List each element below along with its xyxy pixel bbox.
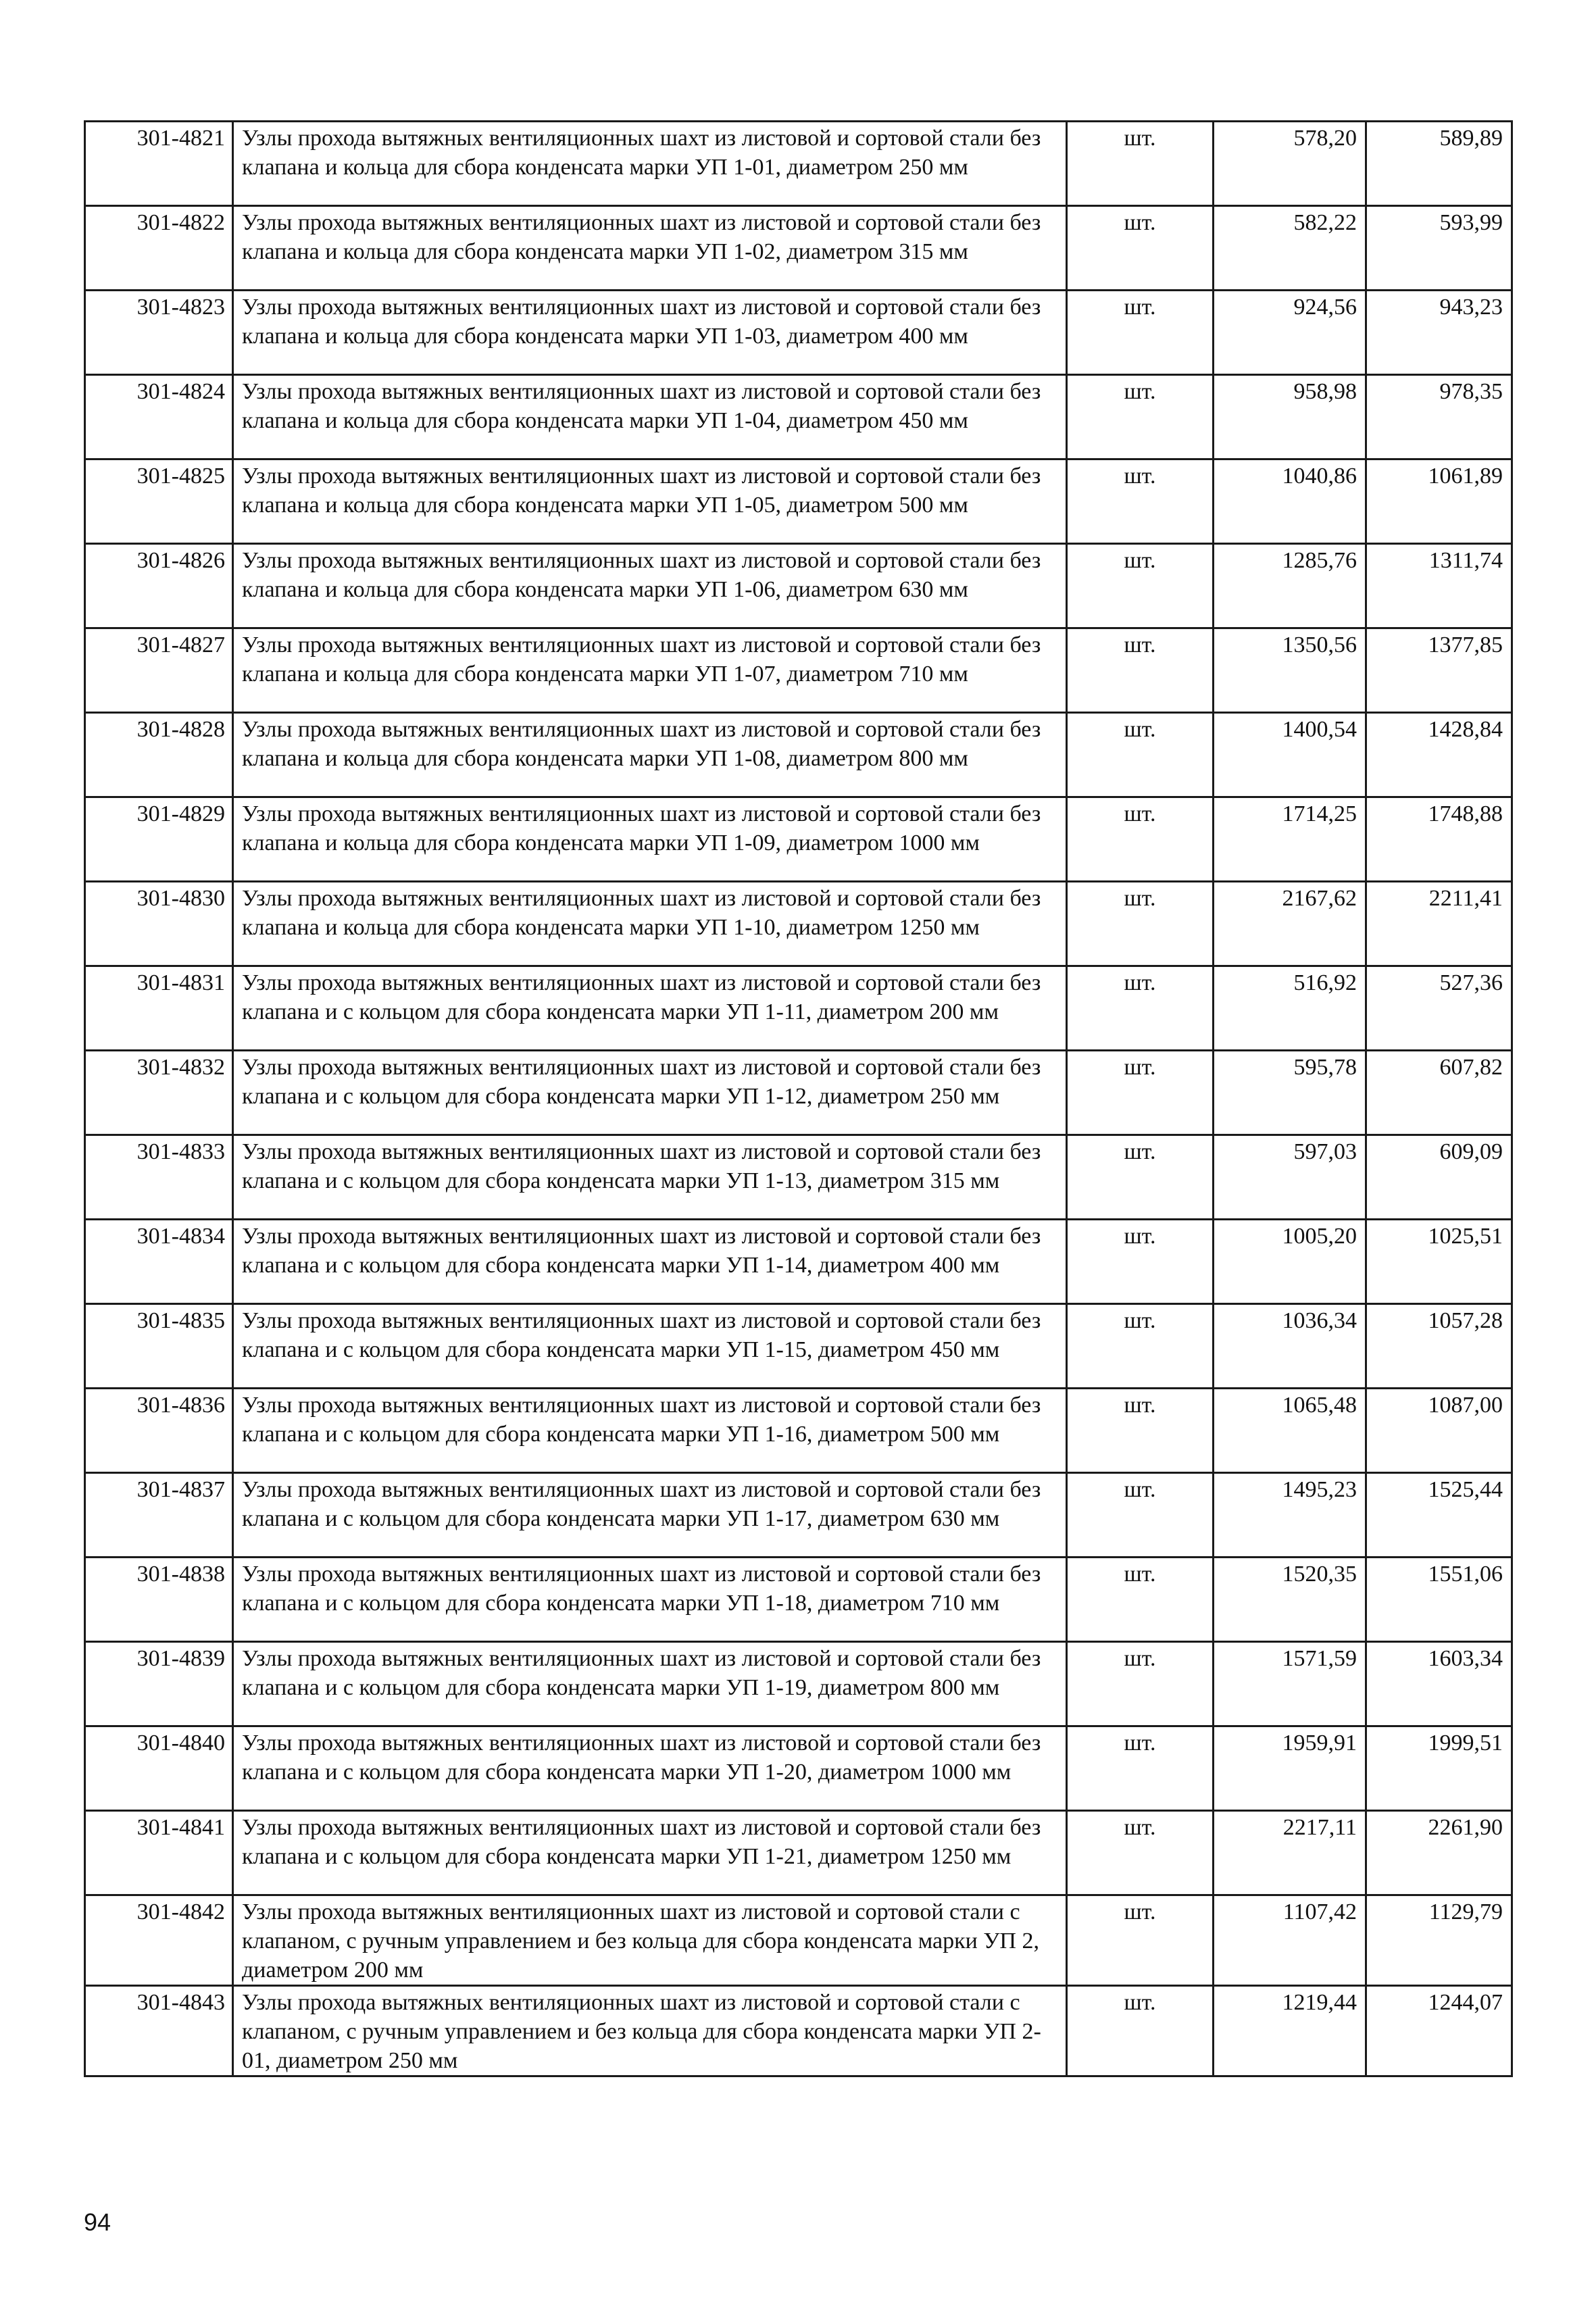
table-row: [85, 1642, 1512, 1726]
item-code: 301-4839: [85, 1642, 233, 1726]
table-row: [85, 1473, 1512, 1558]
item-unit: шт.: [1067, 713, 1214, 797]
item-price-2: 2211,41: [1366, 882, 1512, 966]
table-row: [85, 375, 1512, 459]
item-description: Узлы прохода вытяжных вентиляционных шахт из листовой и сортовой стали без клапана и кольца для сбора конденсата марки УП 1-05, диаметром 500 мм: [233, 459, 1067, 544]
price-table: [84, 120, 1513, 2077]
item-description: Узлы прохода вытяжных вентиляционных шахт из листовой и сортовой стали без клапана и с кольцом для сбора конденсата марки УП 1-21, диаметром 1250 мм: [233, 1811, 1067, 1895]
table-row: [85, 628, 1512, 713]
item-price-2: 1057,28: [1366, 1304, 1512, 1389]
item-code: 301-4833: [85, 1135, 233, 1220]
table-row: [85, 122, 1512, 206]
item-code: 301-4828: [85, 713, 233, 797]
item-code: 301-4834: [85, 1220, 233, 1304]
table-row: [85, 1558, 1512, 1642]
item-price-2: 1377,85: [1366, 628, 1512, 713]
item-description: Узлы прохода вытяжных вентиляционных шахт из листовой и сортовой стали без клапана и с кольцом для сбора конденсата марки УП 1-11, диаметром 200 мм: [233, 966, 1067, 1051]
item-price-1: 1400,54: [1214, 713, 1366, 797]
item-price-1: 516,92: [1214, 966, 1366, 1051]
item-code: 301-4836: [85, 1389, 233, 1473]
item-price-1: 1714,25: [1214, 797, 1366, 882]
item-code: 301-4835: [85, 1304, 233, 1389]
item-code: 301-4823: [85, 291, 233, 375]
table-row: [85, 1135, 1512, 1220]
item-price-2: 609,09: [1366, 1135, 1512, 1220]
item-price-1: 2167,62: [1214, 882, 1366, 966]
item-code: 301-4841: [85, 1811, 233, 1895]
item-code: 301-4832: [85, 1051, 233, 1135]
table-row: [85, 1811, 1512, 1895]
item-price-1: 2217,11: [1214, 1811, 1366, 1895]
item-price-2: 589,89: [1366, 122, 1512, 206]
item-description: Узлы прохода вытяжных вентиляционных шахт из листовой и сортовой стали без клапана и с кольцом для сбора конденсата марки УП 1-19, диаметром 800 мм: [233, 1642, 1067, 1726]
item-code: 301-4830: [85, 882, 233, 966]
item-price-1: 1959,91: [1214, 1726, 1366, 1811]
item-price-2: 1428,84: [1366, 713, 1512, 797]
item-description: Узлы прохода вытяжных вентиляционных шахт из листовой и сортовой стали без клапана и кольца для сбора конденсата марки УП 1-09, диаметром 1000 мм: [233, 797, 1067, 882]
item-price-2: 1748,88: [1366, 797, 1512, 882]
item-unit: шт.: [1067, 1726, 1214, 1811]
item-description: Узлы прохода вытяжных вентиляционных шахт из листовой и сортовой стали без клапана и кольца для сбора конденсата марки УП 1-01, диаметром 250 мм: [233, 122, 1067, 206]
item-price-1: 595,78: [1214, 1051, 1366, 1135]
item-description: Узлы прохода вытяжных вентиляционных шахт из листовой и сортовой стали с клапаном, с ручным управлением и без кольца для сбора конденсата марки УП 2-01, диаметром 250 мм: [233, 1986, 1067, 2076]
item-description: Узлы прохода вытяжных вентиляционных шахт из листовой и сортовой стали без клапана и кольца для сбора конденсата марки УП 1-10, диаметром 1250 мм: [233, 882, 1067, 966]
item-description: Узлы прохода вытяжных вентиляционных шахт из листовой и сортовой стали без клапана и с кольцом для сбора конденсата марки УП 1-17, диаметром 630 мм: [233, 1473, 1067, 1558]
table-row: [85, 1895, 1512, 1986]
item-price-1: 1520,35: [1214, 1558, 1366, 1642]
item-price-2: 1087,00: [1366, 1389, 1512, 1473]
item-price-2: 1129,79: [1366, 1895, 1512, 1986]
item-price-1: 1065,48: [1214, 1389, 1366, 1473]
item-price-1: 1036,34: [1214, 1304, 1366, 1389]
item-unit: шт.: [1067, 1051, 1214, 1135]
item-price-2: 943,23: [1366, 291, 1512, 375]
table-row: [85, 966, 1512, 1051]
table-row: [85, 291, 1512, 375]
table-row: [85, 544, 1512, 628]
item-price-2: 1061,89: [1366, 459, 1512, 544]
item-price-2: 1603,34: [1366, 1642, 1512, 1726]
page-number: 94: [84, 2208, 111, 2236]
item-price-2: 607,82: [1366, 1051, 1512, 1135]
item-description: Узлы прохода вытяжных вентиляционных шахт из листовой и сортовой стали без клапана и с кольцом для сбора конденсата марки УП 1-13, диаметром 315 мм: [233, 1135, 1067, 1220]
item-unit: шт.: [1067, 1986, 1214, 2076]
item-unit: шт.: [1067, 122, 1214, 206]
item-unit: шт.: [1067, 1811, 1214, 1895]
item-description: Узлы прохода вытяжных вентиляционных шахт из листовой и сортовой стали с клапаном, с ручным управлением и без кольца для сбора конденсата марки УП 2, диаметром 200 мм: [233, 1895, 1067, 1986]
item-description: Узлы прохода вытяжных вентиляционных шахт из листовой и сортовой стали без клапана и кольца для сбора конденсата марки УП 1-02, диаметром 315 мм: [233, 206, 1067, 291]
item-unit: шт.: [1067, 1642, 1214, 1726]
item-code: 301-4831: [85, 966, 233, 1051]
item-description: Узлы прохода вытяжных вентиляционных шахт из листовой и сортовой стали без клапана и с кольцом для сбора конденсата марки УП 1-20, диаметром 1000 мм: [233, 1726, 1067, 1811]
item-unit: шт.: [1067, 206, 1214, 291]
item-description: Узлы прохода вытяжных вентиляционных шахт из листовой и сортовой стали без клапана и кольца для сбора конденсата марки УП 1-08, диаметром 800 мм: [233, 713, 1067, 797]
item-price-1: 1285,76: [1214, 544, 1366, 628]
item-description: Узлы прохода вытяжных вентиляционных шахт из листовой и сортовой стали без клапана и с кольцом для сбора конденсата марки УП 1-16, диаметром 500 мм: [233, 1389, 1067, 1473]
item-code: 301-4843: [85, 1986, 233, 2076]
item-unit: шт.: [1067, 1389, 1214, 1473]
table-row: [85, 1986, 1512, 2076]
table-body: [85, 122, 1512, 2076]
item-price-1: 1040,86: [1214, 459, 1366, 544]
item-price-2: 527,36: [1366, 966, 1512, 1051]
item-code: 301-4838: [85, 1558, 233, 1642]
item-description: Узлы прохода вытяжных вентиляционных шахт из листовой и сортовой стали без клапана и с кольцом для сбора конденсата марки УП 1-12, диаметром 250 мм: [233, 1051, 1067, 1135]
item-code: 301-4842: [85, 1895, 233, 1986]
item-description: Узлы прохода вытяжных вентиляционных шахт из листовой и сортовой стали без клапана и кольца для сбора конденсата марки УП 1-06, диаметром 630 мм: [233, 544, 1067, 628]
item-price-2: 1525,44: [1366, 1473, 1512, 1558]
item-price-1: 1219,44: [1214, 1986, 1366, 2076]
item-price-1: 1005,20: [1214, 1220, 1366, 1304]
table-row: [85, 1051, 1512, 1135]
item-unit: шт.: [1067, 966, 1214, 1051]
item-code: 301-4840: [85, 1726, 233, 1811]
item-price-2: 1311,74: [1366, 544, 1512, 628]
table-row: [85, 713, 1512, 797]
item-price-1: 597,03: [1214, 1135, 1366, 1220]
item-unit: шт.: [1067, 544, 1214, 628]
item-unit: шт.: [1067, 797, 1214, 882]
item-unit: шт.: [1067, 882, 1214, 966]
item-price-1: 924,56: [1214, 291, 1366, 375]
item-code: 301-4837: [85, 1473, 233, 1558]
item-unit: шт.: [1067, 1558, 1214, 1642]
table-row: [85, 1304, 1512, 1389]
item-unit: шт.: [1067, 459, 1214, 544]
item-unit: шт.: [1067, 628, 1214, 713]
item-price-1: 1571,59: [1214, 1642, 1366, 1726]
item-description: Узлы прохода вытяжных вентиляционных шахт из листовой и сортовой стали без клапана и кольца для сбора конденсата марки УП 1-07, диаметром 710 мм: [233, 628, 1067, 713]
item-price-2: 593,99: [1366, 206, 1512, 291]
item-price-2: 1244,07: [1366, 1986, 1512, 2076]
item-unit: шт.: [1067, 1135, 1214, 1220]
item-description: Узлы прохода вытяжных вентиляционных шахт из листовой и сортовой стали без клапана и с кольцом для сбора конденсата марки УП 1-18, диаметром 710 мм: [233, 1558, 1067, 1642]
item-price-1: 1350,56: [1214, 628, 1366, 713]
item-unit: шт.: [1067, 1473, 1214, 1558]
item-description: Узлы прохода вытяжных вентиляционных шахт из листовой и сортовой стали без клапана и с кольцом для сбора конденсата марки УП 1-14, диаметром 400 мм: [233, 1220, 1067, 1304]
item-code: 301-4822: [85, 206, 233, 291]
item-code: 301-4824: [85, 375, 233, 459]
item-code: 301-4826: [85, 544, 233, 628]
item-code: 301-4825: [85, 459, 233, 544]
item-price-2: 1025,51: [1366, 1220, 1512, 1304]
item-price-2: 1551,06: [1366, 1558, 1512, 1642]
table-row: [85, 459, 1512, 544]
item-price-1: 578,20: [1214, 122, 1366, 206]
item-description: Узлы прохода вытяжных вентиляционных шахт из листовой и сортовой стали без клапана и кольца для сбора конденсата марки УП 1-04, диаметром 450 мм: [233, 375, 1067, 459]
table-row: [85, 882, 1512, 966]
item-unit: шт.: [1067, 1220, 1214, 1304]
item-price-1: 1495,23: [1214, 1473, 1366, 1558]
item-unit: шт.: [1067, 1895, 1214, 1986]
item-code: 301-4827: [85, 628, 233, 713]
item-description: Узлы прохода вытяжных вентиляционных шахт из листовой и сортовой стали без клапана и кольца для сбора конденсата марки УП 1-03, диаметром 400 мм: [233, 291, 1067, 375]
item-unit: шт.: [1067, 375, 1214, 459]
item-price-2: 1999,51: [1366, 1726, 1512, 1811]
item-code: 301-4829: [85, 797, 233, 882]
table-row: [85, 1389, 1512, 1473]
item-price-2: 2261,90: [1366, 1811, 1512, 1895]
item-price-2: 978,35: [1366, 375, 1512, 459]
item-unit: шт.: [1067, 291, 1214, 375]
item-price-1: 582,22: [1214, 206, 1366, 291]
table-row: [85, 1726, 1512, 1811]
item-description: Узлы прохода вытяжных вентиляционных шахт из листовой и сортовой стали без клапана и с кольцом для сбора конденсата марки УП 1-15, диаметром 450 мм: [233, 1304, 1067, 1389]
table-row: [85, 797, 1512, 882]
item-code: 301-4821: [85, 122, 233, 206]
item-price-1: 1107,42: [1214, 1895, 1366, 1986]
item-price-1: 958,98: [1214, 375, 1366, 459]
table-row: [85, 1220, 1512, 1304]
item-unit: шт.: [1067, 1304, 1214, 1389]
table-row: [85, 206, 1512, 291]
